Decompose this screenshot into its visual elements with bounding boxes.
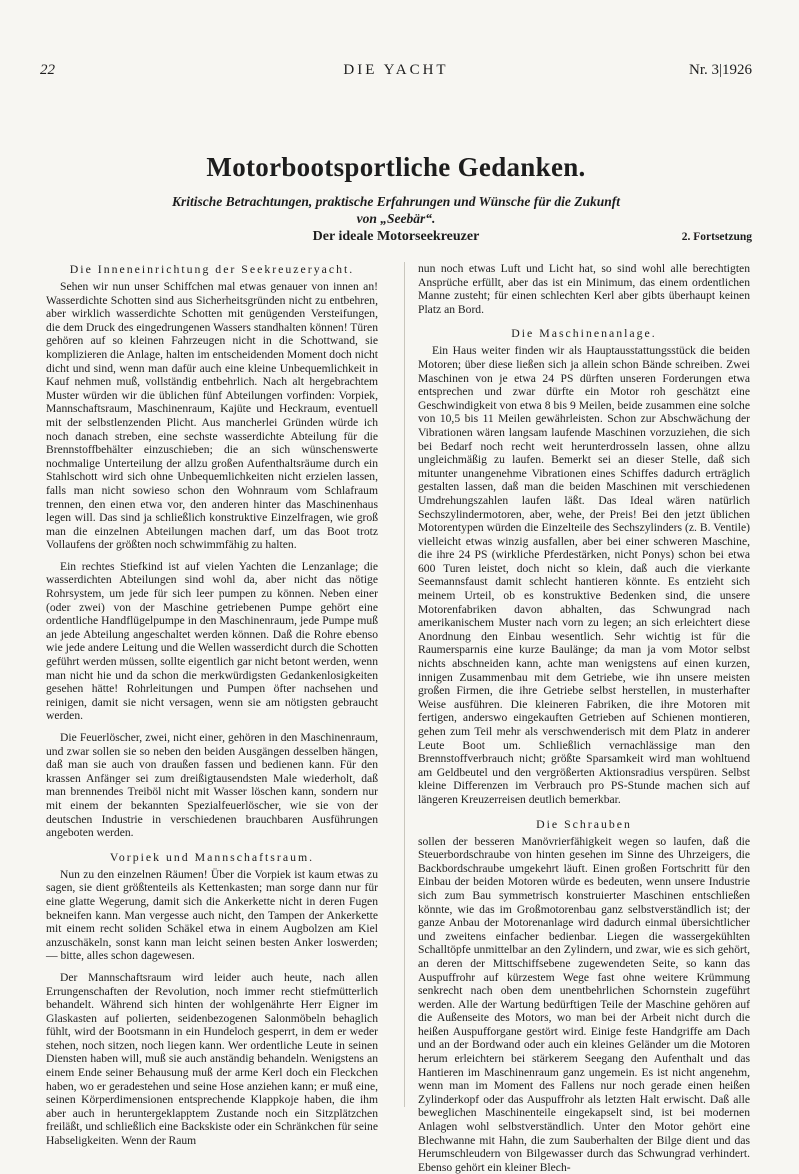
section-title: Der ideale Motorseekreuzer [312,229,480,244]
running-header [40,62,752,84]
paragraph: Nun zu den einzelnen Räumen! Über die Vorpiek ist kaum etwas zu sagen, sie dient größtenteils als Kettenkasten; man sorge dann nur für eine glatte Wegerung, damit sich die Ankerkette nicht in deren Fugen bekneifen kann. Man vergesse auch nicht, den Tampen der Ankerkette mit einem recht soliden Schäkel etwa in einem Augbolzen am Kiel anzuschäkeln, sonst kann man leicht seinen besten Anker loswerden; — bitte, alles schon dagewesen. [46,867,378,963]
right-column [418,262,750,1174]
subheading-schrauben: Die Schrauben [536,816,632,831]
paragraph: Die Feuerlöscher, zwei, nicht einer, gehören in den Maschinenraum, und zwar sollen sie so neben den beiden Ausgängen desselben hängen, daß man sie auch von draußen fassen und bedienen kann. Für den krassen Anfänger sei zum dreißigtausendsten Male wiederholt, daß man brennendes Treiböl nicht mit Wasser löschen kann, sondern nur mit einem der bekannten Spezialfeuerlöscher, wie sie von der deutschen Industrie in verschiedenen brauchbaren Ausführungen angeboten werden. [46,731,378,840]
subheading-inneneinrichtung: Die Inneneinrichtung der Seekreuzeryacht. [69,262,355,276]
subheading-vorpiek: Vorpiek und Mannschaftsraum. [109,849,315,864]
paragraph: Sehen wir nun unser Schiffchen mal etwas genauer von innen an! Wasserdichte Schotten sind aus Sicherheitsgründen nicht zu entbehren, aber wirklich wasserdichte Schotten mit genügenden Versteifungen, die dem Druck des eingedrungenen Wassers standhalten können! Türen gehören auf so kleinen Fahrzeugen nicht in die Schottwand, sie komplizieren die Anlage, halten im entscheidenden Moment doch nicht dicht und sind, wenn man dafür auch eine kleine Unbequemlichkeit in Kauf nehmen muß, vollständig entbehrlich. Nach alt hergebrachtem Muster würden wir die üblichen fünf Abteilungen vorfinden: Vorpiek, Mannschaftsraum, Maschinenraum, Kajüte und Heckraum, eventuell mit der selbstlenzenden Plicht. Aus mancherlei Gründen würde ich noch danach streben, eine sechste wasserdichte Abteilung für die Brennstoffbehälter einzuschieben; die an sich wünschenswerte nochmalige Unterteilung der allzu großen Aufenthaltsräume durch ein Stahlschott wird sich ohne Unbequemlichkeiten nicht erzielen lassen, falls man nicht sowieso schon den Wohnraum vom Schlafraum trennen, den einen etwa vor, den anderen hinter das Maschinenhaus legen will. Das sind ja schließlich konstruktive Einzelfragen, wie groß man die einzelnen Abteilungen machen darf, um das Boot trotz Vollaufens der größten noch schwimmfähig zu halten. [46,280,378,552]
paragraph: Der Mannschaftsraum wird leider auch heute, nach allen Errungenschaften der Revolution, noch immer recht stiefmütterlich behandelt. Während sich hinten der wohlgenährte Herr Eigner im Glaskasten auf polierten, seidenbezogenen Salonmöbeln behaglich fühlt, wird der Bootsmann in ein Hundeloch gesperrt, in dem er weder stehen, noch sitzen, noch liegen kann. Wer ordentliche Leute in seinen Diensten haben will, muß sie auch anständig behandeln. Wenigstens an einem Ende seiner Behausung muß der arme Kerl doch ein Fleckchen haben, wo er geradestehen und seine Hose anziehen kann; er muß eine, seinen Körperdimensionen entsprechende Klappkoje haben, die ihm aber auch in heruntergeklapptem Zustande noch ein Sitzplätzchen freiläßt, und schließlich eine Backskiste oder ein Schränkchen für seine Habseligkeiten. Wenn der Raum [46,970,378,1148]
subheading-maschinenanlage: Die Maschinenanlage. [511,326,657,341]
article-title-block [40,152,752,227]
column-divider [404,262,405,1107]
page-number: 22 [40,62,55,78]
issue-number: Nr. 3|1926 [688,62,752,78]
article-subtitle [40,193,752,227]
paragraph: Ein rechtes Stiefkind ist auf vielen Yachten die Lenzanlage; die wasserdichten Abteilungen sind wohl da, aber nicht das nötige Rohrsystem, um jede für sich leer pumpen zu können. Neben einer (oder zwei) von der Maschine getriebenen Pumpe gehört eine ordentliche Handflügelpumpe in den Maschinenraum, jede Pumpe muß an jede Abteilung angeschaltet werden können. Daß die Rohre ebenso wie jede andere Leitung und die Wellen wasserdicht durch die Schotten geführt werden müssen, sollte eigentlich gar nicht betont werden, wenn man nicht hie und da schon die merkwürdigsten Gedankenlosigkeiten gesehen hätte! Rohrleitungen und Pumpen öfter nachsehen und reinigen, damit sie nicht versagen, wenn sie am nötigsten gebraucht werden. [46,559,378,723]
continuation-note: 2. Fortsetzung [681,231,752,243]
subtitle-line-2: von „Seebär“. [356,211,436,226]
article-title: Motorbootsportliche Gedanken. [206,152,586,182]
section-heading [40,229,752,247]
paragraph: sollen der besseren Manövrierfähigkeit wegen so laufen, daß die Steuerbordschraube von hinten gesehen im Sinne des Uhrzeigers, die Backbordschraube umgekehrt läuft. Einen großen Fortschritt für den Einbau der beiden Motoren würde es bedeuten, wenn unsere Industrie sich zum Bau symmetrisch konstruierter Maschinen entschließen könnte, wie das im Großmotorenbau ganz selbstverständlich ist; der ganze Anbau der Motorenanlage wird dadurch einmal übersichtlicher und zweitens einfacher bedienbar. Liegen die wassergekühlten Schalltöpfe unmittelbar an den Zylindern, und zwar, wie es sich gehört, an deren der Mittschiffsebene zugewendeten Seite, so kann das Auspuffrohr auf kürzestem Wege fast ohne weitere Krümmung senkrecht nach oben dem unentbehrlichen Schornstein zugeführt werden. Alle der Wartung bedürftigen Teile der Maschine gehören auf die Außenseite des Motors, wo man bei der Arbeit nicht durch die heißen Auspufforgane gestört wird. Einige feste Handgriffe am Dach und an der Bordwand oder auch ein kleines Geländer um die Motoren herum erleichtern bei stärkerem Seegang den Aufenthalt und das Hantieren im Maschinenraum ganz ungemein. Es ist nicht angenehm, wenn man im Moment des Fallens nur noch gerade einen heißen Zylinderkopf oder das Auspuffrohr als letzten Halt erwischt. Daß alle beweglichen Maschinenteile eingekapselt sind, ist bei modernen Anlagen wohl selbstverständlich. Unter den Motor gehört eine Blechwanne mit Hahn, die zum Sauberhalten der Bilge dient und das Herumschleudern von Bilgewasser durch das Schwungrad verhindert. Ebenso gehört ein kleiner Blech- [418,834,750,1174]
subtitle-line-1: Kritische Betrachtungen, praktische Erfahrungen und Wünsche für die Zukunft [172,194,620,209]
journal-name: DIE YACHT [343,62,449,78]
left-column [46,262,378,1148]
paragraph-continued: nun noch etwas Luft und Licht hat, so sind wohl alle berechtigten Ansprüche erfüllt, aber das ist ein Minimum, das einem ordentlichen Manne zusteht; für einen schlechten Kerl aber gibts überhaupt keinen Platz an Bord. [418,262,750,316]
paragraph: Ein Haus weiter finden wir als Hauptausstattungsstück die beiden Motoren; über diese ließen sich ja allein schon Bände schreiben. Zwei Maschinen von je etwa 24 PS dürften unseren Forderungen etwa entsprechen und zwar dürfte ein Motor roh geschätzt eine Geschwindigkeit von etwa 8 bis 9 Meilen, beide zusammen eine solche von 10,5 bis 11 Meilen gewährleisten. Schon zur Abschwächung der Vibrationen wären langsam laufende Maschinen vorzuziehen, die sich bei Bedarf noch recht weit herunterdrosseln lassen, ohne allzu ungleichmäßig zu laufen. Bemerkt sei an dieser Stelle, daß sich mitunter unangenehme Vibrationen eines Schiffes dadurch erträglich gestalten lassen, daß man die beiden Maschinen mit verschiedenen Umdrehungszahlen laufen läßt. Das Ideal wären natürlich Sechszylindermotoren, aber, wehe, der Preis! Bei den jetzt üblichen Motorentypen würden die Einzelteile des Sechszylinders (z. B. Ventile) vielleicht etwas winzig ausfallen, aber bei einer schweren Maschine, die ihre 24 PS (wirkliche Pferdestärken, nicht Ponys) schon bei etwa 600 Turen leistet, doch nicht so klein, daß auch die vierkante Seemannsfaust damit schlecht hantieren könnte. Es entzieht sich meinem Urteil, ob es konstruktive Bedenken sind, die unsere Motorenfabriken davon abhalten, das Schwungrad nach amerikanischem Muster nach vorn zu legen; an sich erleichtert diese Anordnung den Einbau wesentlich. Sehr wichtig ist für die Raumersparnis eine kurze Baulänge; da man ja vom Motor selbst nichts abschneiden kann, achte man wenigstens auf einen kurzen, innigen Zusammenbau mit dem Getriebe, wie ihn unsere meisten großen Firmen, die ihre Getriebe selbst herstellen, in musterhafter Weise ausführen. Die kleineren Fabriken, die ihre Motoren mit fertigen, anderswo eingekauften Getrieben auf Schienen montieren, gehen zum Teil mehr als verschwenderisch mit dem Platz in anderer Leute Boot um. Schließlich vernachlässige man den Brennstoffverbrauch nicht; größte Sparsamkeit wird man wohltuend am Geldbeutel und den vergrößerten Aktionsradius verspüren. Selbst kleine Differenzen im Verbrauch pro PS-Stunde machen sich auf längeren Kreuzerreisen deutlich bemerkbar. [418,344,750,806]
